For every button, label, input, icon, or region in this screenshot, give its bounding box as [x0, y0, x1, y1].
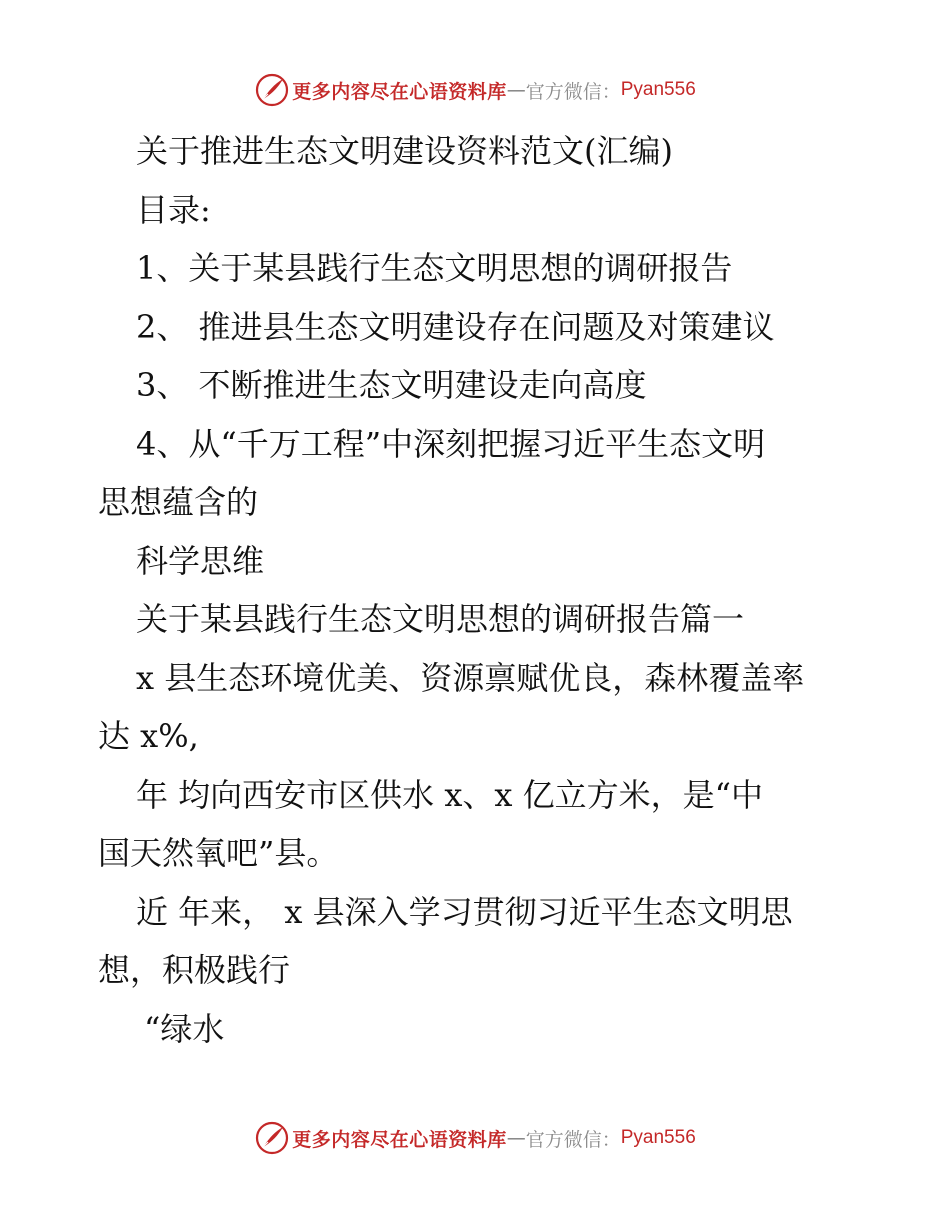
paragraph-2-line-2: 国天然氧吧”县。 [98, 834, 339, 872]
feather-pen-logo-icon [254, 72, 290, 108]
paragraph-3-line-1: 近 年来， x 县深入学习贯彻习近平生态文明思 [136, 892, 793, 931]
toc-item-2: 2、 推进县生态文明建设存在问题及对策建议 [136, 307, 775, 346]
document-body [98, 122, 868, 1058]
document-title: 关于推进生态文明建设资料范文(汇编) [136, 132, 673, 170]
toc-item-4: 4、从“千万工程”中深刻把握习近平生态文明 [136, 424, 766, 463]
toc-item-1: 1、关于某县践行生态文明思想的调研报告 [136, 249, 733, 287]
banner-wechat-id: Pyan556 [620, 79, 696, 100]
banner-site-text: 更多内容尽在心语资料库 [292, 80, 507, 103]
banner-wechat-id: Pyan556 [620, 1127, 696, 1148]
toc-item-3: 3、 不断推进生态文明建设走向高度 [136, 366, 647, 404]
banner-dash: — [506, 79, 526, 101]
toc-item-4-continued: 思想蕴含的 [98, 483, 259, 521]
banner-wechat-label: 官方微信： [525, 1128, 621, 1151]
banner-site-text: 更多内容尽在心语资料库 [292, 1128, 507, 1151]
toc-heading: 目录: [136, 190, 211, 229]
paragraph-1-line-1: x 县生态环境优美、资源禀赋优良，森林覆盖率 [136, 658, 805, 697]
section-heading: 关于某县践行生态文明思想的调研报告篇一 [136, 600, 745, 638]
feather-pen-logo-icon [254, 1120, 290, 1156]
paragraph-3-line-2: 想，积极践行 [98, 951, 291, 989]
header-banner [0, 70, 950, 110]
footer-banner [0, 1118, 950, 1158]
banner-dash: — [506, 1127, 526, 1149]
paragraph-2-line-1: 年 均向西安市区供水 x、x 亿立方米，是“中 [136, 775, 763, 814]
paragraph-4-line-1: “绿水 [144, 1009, 225, 1048]
banner-wechat-label: 官方微信： [525, 80, 621, 103]
paragraph-1-line-2: 达 x%, [98, 717, 199, 755]
toc-item-4-continued-2: 科学思维 [136, 541, 265, 580]
